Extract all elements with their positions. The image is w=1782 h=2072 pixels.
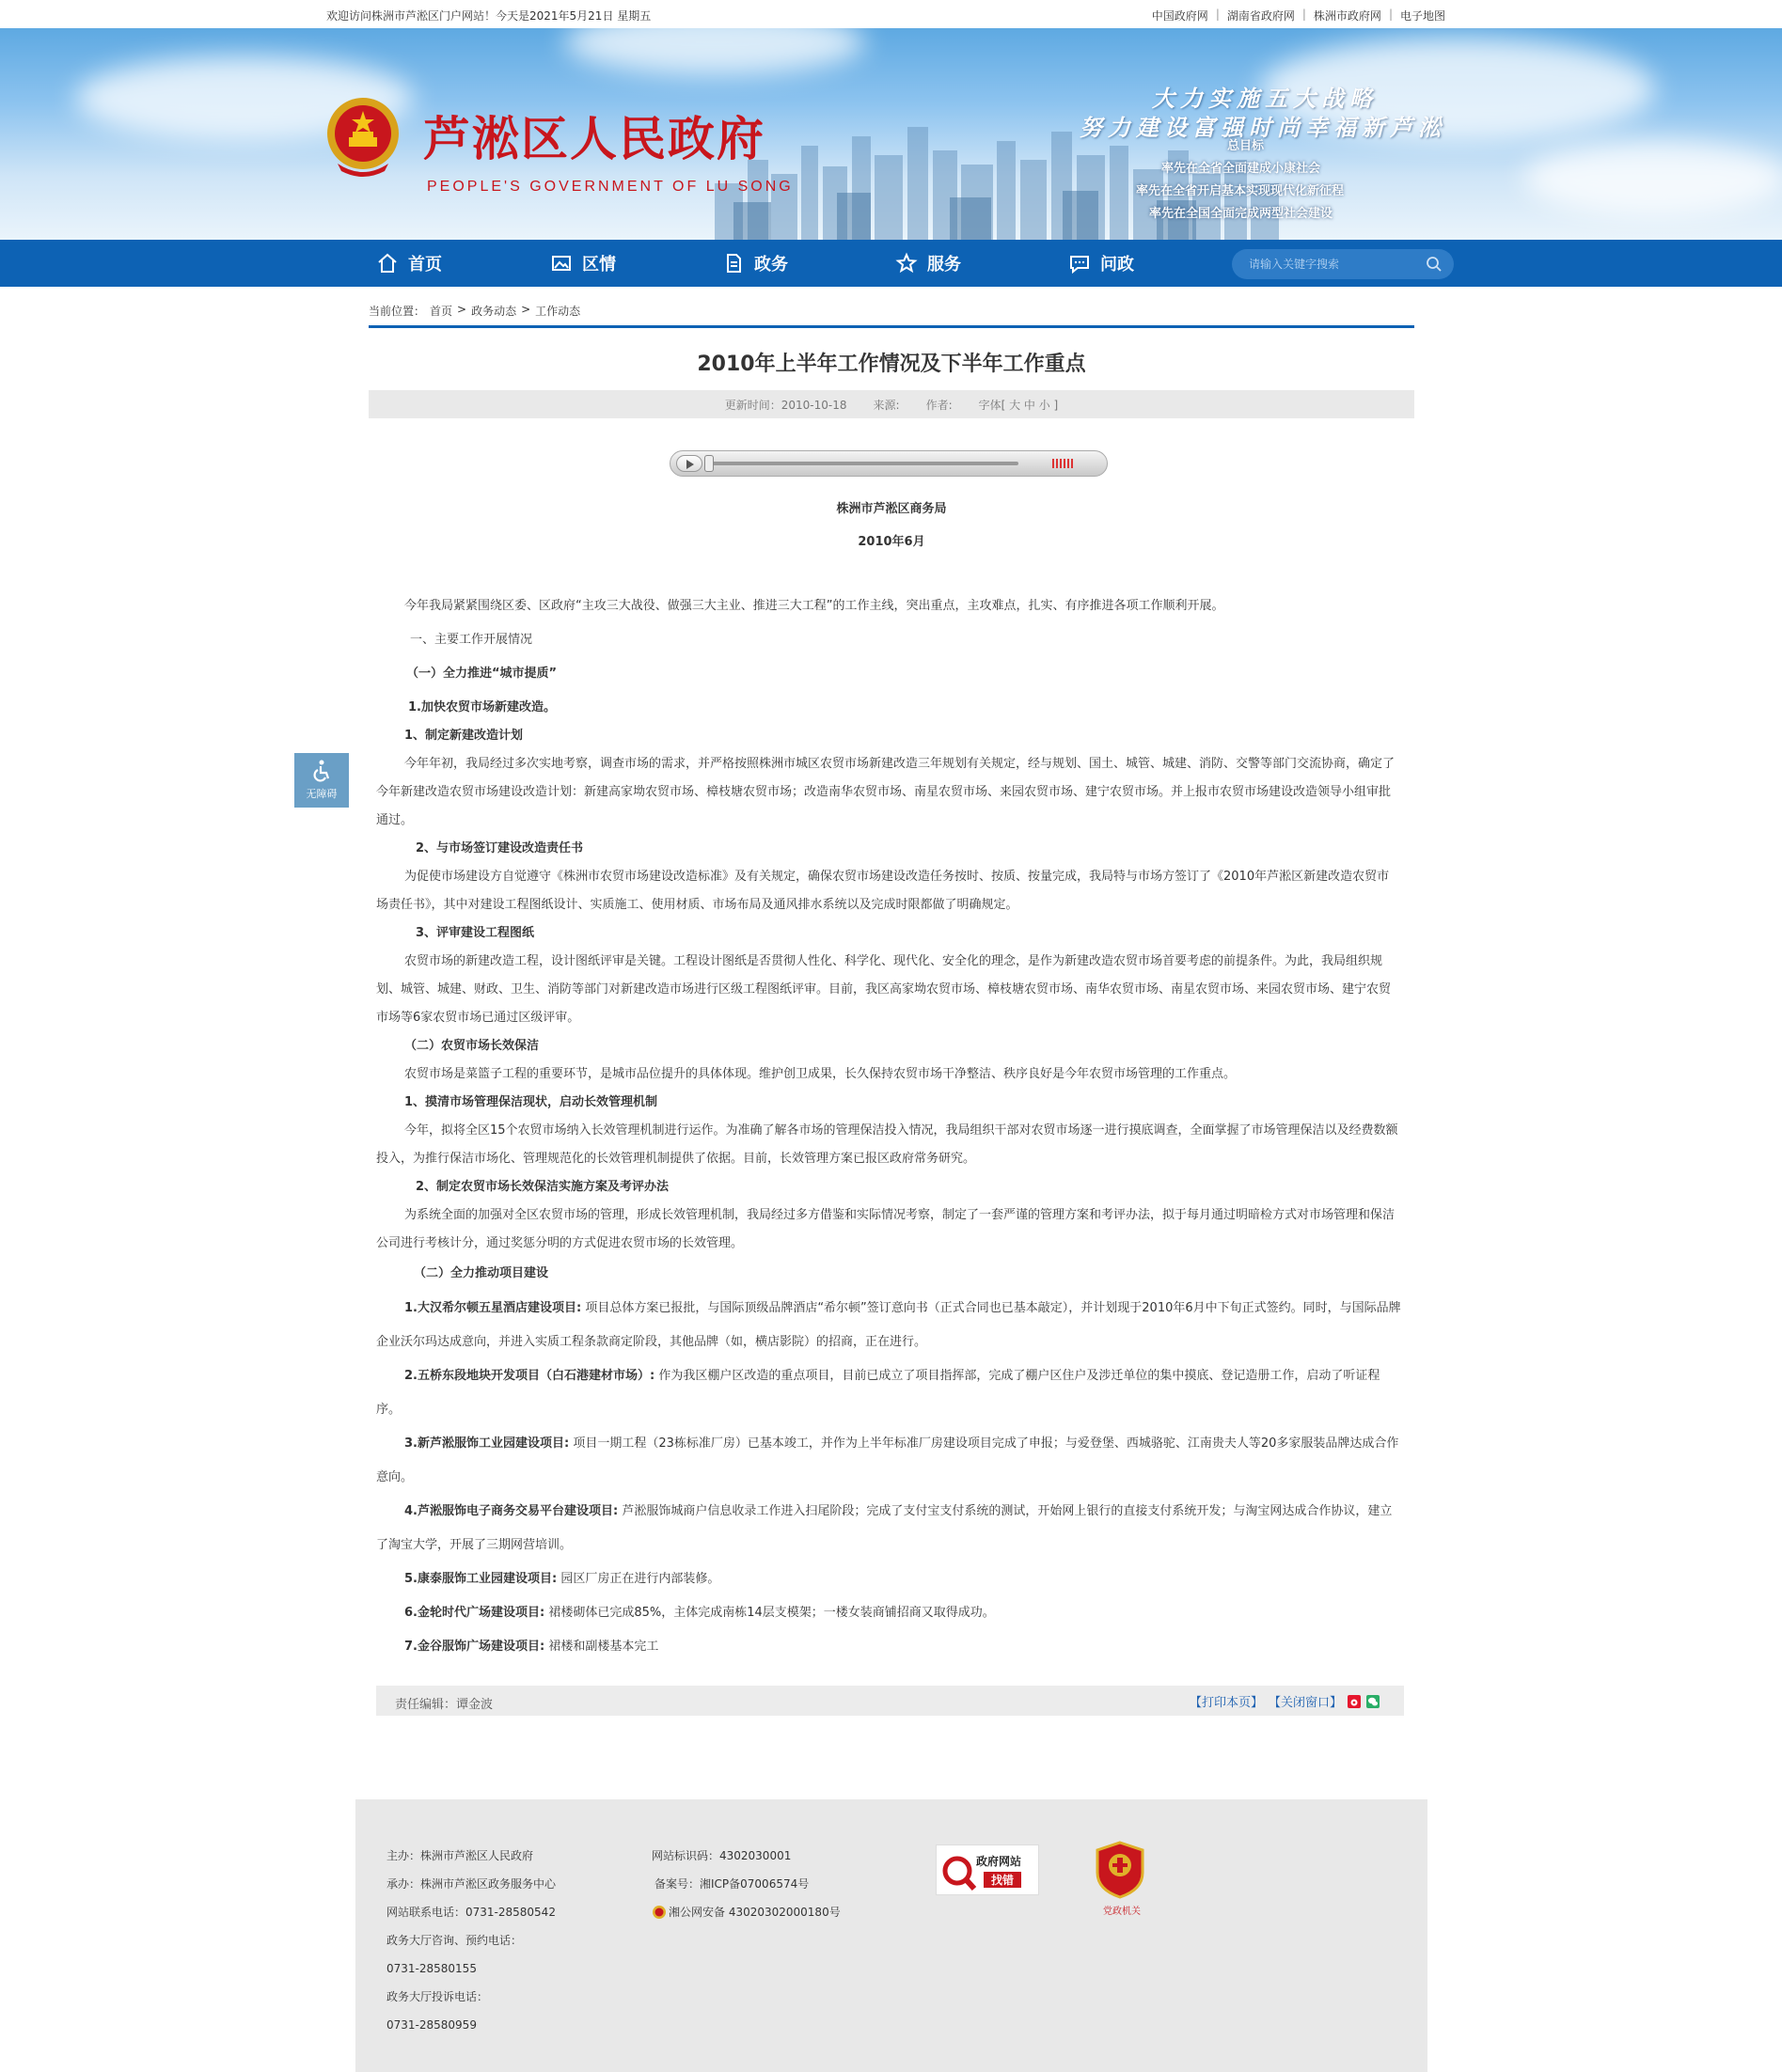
- responsible-editor: 责任编辑：谭金波: [395, 1698, 494, 1712]
- link-separator: |: [1215, 8, 1220, 21]
- search-box: [1232, 249, 1454, 279]
- search-input[interactable]: [1249, 255, 1418, 274]
- breadcrumb-prefix: 当前位置：: [369, 305, 426, 318]
- breadcrumb-separator: >: [457, 303, 467, 316]
- top-links: [1152, 8, 1445, 24]
- project-label: 5.康泰服饰工业园建设项目:: [404, 1572, 558, 1586]
- party-government-badge-icon[interactable]: [1096, 1841, 1144, 1899]
- party-badge-label: 党政机关: [1103, 1907, 1141, 1917]
- article-body: [376, 592, 1401, 1664]
- nav-label: 区情: [582, 255, 616, 275]
- project-item: [376, 1427, 1401, 1495]
- top-bar: [0, 0, 1782, 28]
- project-label: 7.金谷服饰广场建设项目:: [404, 1640, 545, 1654]
- breadcrumb-divider: [369, 325, 1414, 328]
- slogan-line2: 努力建设富强时尚幸福新芦淞: [1080, 114, 1446, 141]
- progress-handle[interactable]: [704, 455, 714, 472]
- breadcrumb-work-news[interactable]: 工作动态: [535, 305, 581, 318]
- breadcrumb-home[interactable]: 首页: [430, 305, 453, 318]
- cloud-decoration: [564, 28, 865, 75]
- link-separator: |: [1388, 8, 1393, 21]
- site-subtitle: PEOPLE'S GOVERNMENT OF LU SONG: [427, 179, 794, 195]
- audio-player: [670, 450, 1108, 477]
- project-item: [376, 1562, 1401, 1596]
- project-item: [376, 1292, 1401, 1359]
- nav-government-affairs[interactable]: [722, 240, 788, 287]
- paragraph: 为促使市场建设方自觉遵守《株洲市农贸市场建设改造标准》及有关规定，确保农贸市场建设改造任务按时、按质、按量完成，我局特与市场方签订了《2010年芦淞区新建改造农贸市场责任书》，其中对建设工程图纸设计、实质施工、使用材质、市场布局及通风排水系统以及完成时限都做了明确规定。: [376, 870, 1390, 912]
- document-icon: [722, 252, 745, 275]
- link-separator: |: [1301, 8, 1306, 21]
- breadcrumb-government-news[interactable]: 政务动态: [471, 305, 517, 318]
- footer-contact-phone: 网站联系电话：0731-28580542: [386, 1906, 556, 1919]
- article-actions: [1190, 1692, 1380, 1710]
- icp-record[interactable]: 备案号：湘ICP备07006574号: [654, 1877, 810, 1891]
- slogan-line1: 大力实施五大战略: [1152, 85, 1378, 112]
- police-record-text: 湘公网安备 43020302000180号: [669, 1906, 841, 1919]
- accessibility-button[interactable]: [294, 753, 349, 808]
- national-emblem-icon: [324, 96, 402, 179]
- section-heading: （一）全力推进“城市提质”: [406, 667, 558, 681]
- goal-item: 率先在全省开启基本实现现代化新征程: [1136, 184, 1345, 198]
- section-heading: 一、主要工作开展情况: [410, 633, 533, 647]
- paragraph: 农贸市场是菜篮子工程的重要环节，是城市品位提升的具体体现。维护创卫成果，长久保持农贸市场干净整洁、秩序良好是今年农贸市场管理的工作重点。: [404, 1067, 1237, 1081]
- chat-bubble-icon: [1068, 252, 1091, 275]
- project-text: 项目总体方案已报批，与国际顶级品牌酒店“希尔顿”签订意向书（正式合同也已基本敲定），并计划现于2010年6月中下旬正式签约。同时，与国际品牌企业沃尔玛达成意向，并进入实质工程条款商定阶段，其他品牌（如，横店影院）的招商，正在进行。: [376, 1301, 1401, 1349]
- paragraph: 农贸市场的新建改造工程，设计图纸评审是关键。工程设计图纸是否贯彻人性化、科学化、现代化、安全化的理念，是作为新建改造农贸市场首要考虑的前提条件。为此，我局组织规划、城管、城建、财政、卫生、消防等部门对新建改造市场进行区级工程图纸评审。目前，我区高家坳农贸市场、樟枝塘农贸市场、南华农贸市场、南星农贸市场、来园农贸市场、建宁农贸市场等6家农贸市场已通过区级评审。: [376, 954, 1392, 1025]
- picture-icon: [550, 252, 573, 275]
- section-heading: （二）农贸市场长效保洁: [404, 1039, 540, 1053]
- footer-complaint-phone: 0731-28580959: [386, 2018, 477, 2032]
- star-icon: [895, 252, 918, 275]
- sub-heading: 2、制定农贸市场长效保洁实施方案及考评办法: [416, 1180, 670, 1194]
- police-badge-icon: [652, 1905, 667, 1920]
- volume-icon[interactable]: [1052, 459, 1075, 468]
- progress-track[interactable]: [708, 462, 1018, 465]
- search-icon[interactable]: [1426, 256, 1443, 273]
- weibo-share-icon[interactable]: [1348, 1695, 1361, 1708]
- project-text: 裙楼和副楼基本完工: [544, 1640, 659, 1654]
- badge-title: 政府网站: [976, 1855, 1022, 1868]
- footer-complaint-label: 政务大厅投诉电话：: [386, 1990, 489, 2003]
- issuing-organization: 株洲市芦淞区商务局: [836, 502, 947, 516]
- close-window-link[interactable]: 【关闭窗口】: [1268, 1696, 1342, 1710]
- project-label: 4.芦淞服饰电子商务交易平台建设项目:: [404, 1504, 619, 1518]
- article-footer-bar: [376, 1686, 1404, 1716]
- project-label: 6.金轮时代广场建设项目:: [404, 1606, 545, 1620]
- project-text: 项目一期工程（23栋标准厂房）已基本竣工，并作为上半年标准厂房建设项目完成了申报；与爱登堡、西城骆驼、江南贵夫人等20多家服装品牌达成合作意向。: [376, 1436, 1399, 1484]
- sub-heading: 1、摸清市场管理保洁现状，启动长效管理机制: [404, 1095, 658, 1109]
- footer-sponsor: 主办：株洲市芦淞区人民政府: [386, 1849, 534, 1862]
- sub-heading: 2、与市场签订建设改造责任书: [416, 841, 584, 855]
- site-identifier: 网站标识码：4302030001: [652, 1849, 792, 1862]
- project-label: 1.大汉希尔顿五星酒店建设项目:: [404, 1301, 582, 1315]
- badge-action: 找错: [984, 1872, 1021, 1888]
- breadcrumb: [369, 303, 580, 319]
- footer-registration-column: [652, 1842, 841, 1926]
- home-icon: [376, 252, 399, 275]
- police-record[interactable]: [652, 1898, 841, 1926]
- paragraph: 今年，拟将全区15个农贸市场纳入长效管理机制进行运作。为准确了解各市场的管理保洁投入情况，我局组织干部对农贸市场逐一进行摸底调查，全面掌握了市场管理保洁以及经费数额投入，为推行保洁市场化、管理规范化的长效管理机制提供了依据。目前，长效管理方案已报区政府常务研究。: [376, 1123, 1398, 1166]
- wheelchair-icon: [309, 759, 334, 783]
- nav-label: 政务: [754, 255, 788, 275]
- breadcrumb-separator: >: [521, 303, 531, 316]
- goal-item: 率先在全国全面完成两型社会建设: [1149, 207, 1333, 221]
- play-button[interactable]: [676, 455, 702, 472]
- item-heading: 1.加快农贸市场新建改造。: [408, 700, 556, 714]
- footer-organizer: 承办：株洲市芦淞区政务服务中心: [386, 1877, 557, 1891]
- project-item: [376, 1596, 1401, 1630]
- nav-inquiry[interactable]: [1068, 240, 1134, 287]
- section-heading: （二）全力推动项目建设: [414, 1266, 549, 1280]
- project-label: 2.五桥东段地块开发项目（白石港建材市场）:: [404, 1369, 655, 1383]
- project-item: [376, 1495, 1401, 1562]
- site-title: 芦淞区人民政府: [423, 111, 765, 166]
- wechat-share-icon[interactable]: [1366, 1695, 1380, 1708]
- project-label: 3.新芦淞服饰工业园建设项目:: [404, 1436, 570, 1451]
- sub-heading: 1、制定新建改造计划: [404, 729, 524, 743]
- nav-district[interactable]: [550, 240, 616, 287]
- link-zhuzhou-gov[interactable]: 株洲市政府网: [1313, 9, 1381, 23]
- project-text: 作为我区棚户区改造的重点项目，目前已成立了项目指挥部，完成了棚户区住户及涉迁单位的集中摸底、登记造册工作，启动了听证程序。: [376, 1369, 1380, 1417]
- paragraph: 今年年初，我局经过多次实地考察，调查市场的需求，并严格按照株洲市城区农贸市场新建改造三年规划有关规定，经与规划、国土、城管、城建、消防、交警等部门交流协商，确定了今年新建改造农贸市场建设改造计划：新建高家坳农贸市场、樟枝塘农贸市场；改造南华农贸市场、南星农贸市场、来园农贸市场、建宁农贸市场。并上报市农贸市场建设改造领导小组审批通过。: [376, 757, 1396, 827]
- link-hunan-gov[interactable]: 湖南省政府网: [1226, 9, 1295, 23]
- welcome-text: 欢迎访问株洲市芦淞区门户网站！今天是2021年5月21日 星期五: [326, 9, 652, 23]
- goal-item: 率先在全省全面建成小康社会: [1161, 162, 1321, 176]
- link-china-gov[interactable]: 中国政府网: [1151, 9, 1208, 23]
- header-banner: [0, 28, 1782, 240]
- issue-date: 2010年6月: [858, 535, 925, 549]
- article-meta: [369, 390, 1414, 418]
- project-text: 裙楼砌体已完成85%，主体完成南栋14层支模架；一楼女装商铺招商又取得成功。: [544, 1606, 995, 1620]
- project-item: [376, 1630, 1401, 1664]
- project-item: [376, 1359, 1401, 1427]
- update-time: 更新时间：2010-10-18: [724, 398, 847, 412]
- nav-services[interactable]: [895, 240, 961, 287]
- footer-hall-consult-phone: 0731-28580155: [386, 1962, 477, 1975]
- footer-hall-consult-label: 政务大厅咨询、预约电话：: [386, 1934, 523, 1947]
- sub-heading: 3、评审建设工程图纸: [416, 926, 535, 940]
- font-size-selector[interactable]: 字体[ 大 中 小 ]: [978, 398, 1059, 412]
- project-text: 园区厂房正在进行内部装修。: [557, 1572, 720, 1586]
- nav-label: 问政: [1100, 255, 1134, 275]
- nav-label: 首页: [408, 255, 442, 275]
- print-link[interactable]: 【打印本页】: [1189, 1696, 1263, 1710]
- article-source: 来源:: [873, 398, 900, 412]
- paragraph: 今年我局紧紧围绕区委、区政府“主攻三大战役、做强三大主业、推进三大工程”的工作主线，突出重点，主攻难点，扎实、有序推进各项工作顺利开展。: [404, 599, 1224, 613]
- paragraph: 为系统全面的加强对全区农贸市场的管理，形成长效管理机制，我局经过多方借鉴和实际情况考察，制定了一套严谨的管理方案和考评办法，拟于每月通过明暗检方式对市场管理和保洁公司进行考核计分，通过奖惩分明的方式促进农贸市场的长效管理。: [376, 1208, 1396, 1250]
- gov-site-error-report-badge[interactable]: [936, 1844, 1039, 1895]
- nav-label: 服务: [927, 255, 961, 275]
- footer-info-column: [386, 1842, 556, 2039]
- site-footer: [355, 1799, 1427, 2072]
- nav-home[interactable]: [376, 240, 442, 287]
- article-author: 作者:: [925, 398, 953, 412]
- project-text: 芦淞服饰城商户信息收录工作进入扫尾阶段；完成了支付宝支付系统的测试，开始网上银行的直接支付系统开发；与淘宝网达成合作协议，建立了淘宝大学，开展了三期网营培训。: [376, 1504, 1393, 1552]
- accessibility-label: 无障碍: [306, 788, 338, 800]
- link-map[interactable]: 电子地图: [1399, 9, 1445, 23]
- article-title: 2010年上半年工作情况及下半年工作重点: [697, 353, 1086, 376]
- cloud-decoration: [1523, 141, 1782, 216]
- goal-heading: 总目标: [1227, 139, 1265, 153]
- main-nav: [0, 240, 1782, 287]
